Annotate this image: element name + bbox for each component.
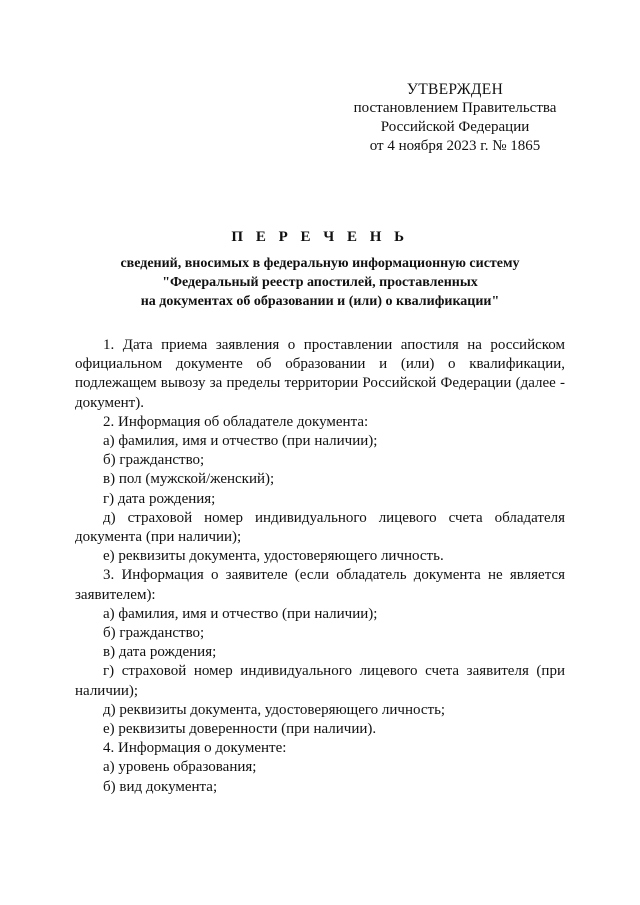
document-title (75, 227, 565, 311)
approval-line-government: Российской Федерации (380, 119, 530, 135)
approval-line-date: от 4 ноября 2023 г. № 1865 (369, 138, 541, 154)
paragraph-3g: г) страховой номер индивидуального лицевого счета заявителя (при наличии); (75, 663, 565, 699)
paragraph-2d: д) страховой номер индивидуального лицевого счета обладателя документа (при наличии); (75, 509, 565, 546)
approval-stamp-title: УТВЕРЖДЕН (406, 81, 504, 98)
document-subtitle-line-3: на документах об образовании и (или) о квалификации" (140, 294, 500, 309)
paragraph-2e: е) реквизиты документа, удостоверяющего личность. (103, 548, 444, 565)
document-subtitle-line-1: сведений, вносимых в федеральную информационную систему (120, 256, 520, 271)
approval-block (330, 80, 580, 156)
paragraph-2g: г) дата рождения; (103, 490, 216, 507)
paragraph-3d: д) реквизиты документа, удостоверяющего личность; (103, 701, 446, 718)
paragraph-2b: б) гражданство; (103, 452, 205, 469)
paragraph-3a: а) фамилия, имя и отчество (при наличии); (103, 605, 378, 622)
approval-line-resolution: постановлением Правительства (353, 100, 557, 116)
paragraph-2v: в) пол (мужской/женский); (103, 471, 275, 488)
document-heading: П Е Р Е Ч Е Н Ь (231, 229, 409, 245)
paragraph-2: 2. Информация об обладателе документа: (103, 413, 369, 430)
paragraph-3: 3. Информация о заявителе (если обладатель документа не является заявителем): (75, 567, 565, 603)
paragraph-4b: б) вид документа; (103, 778, 218, 795)
paragraph-3e: е) реквизиты доверенности (при наличии). (103, 721, 377, 738)
document-body (75, 336, 565, 797)
document-subtitle-line-2: "Федеральный реестр апостилей, проставленных (162, 275, 478, 290)
paragraph-3v: в) дата рождения; (103, 644, 217, 661)
paragraph-1: 1. Дата приема заявления о проставлении апостиля на российском официальном документе об образовании и (или) о квалификации, подлежащем вывозу за пределы территории Российской Федерации (далее - документ). (75, 337, 565, 411)
paragraph-3b: б) гражданство; (103, 625, 205, 642)
paragraph-4a: а) уровень образования; (103, 759, 257, 776)
paragraph-2a: а) фамилия, имя и отчество (при наличии); (103, 433, 378, 450)
paragraph-4: 4. Информация о документе: (103, 740, 287, 757)
